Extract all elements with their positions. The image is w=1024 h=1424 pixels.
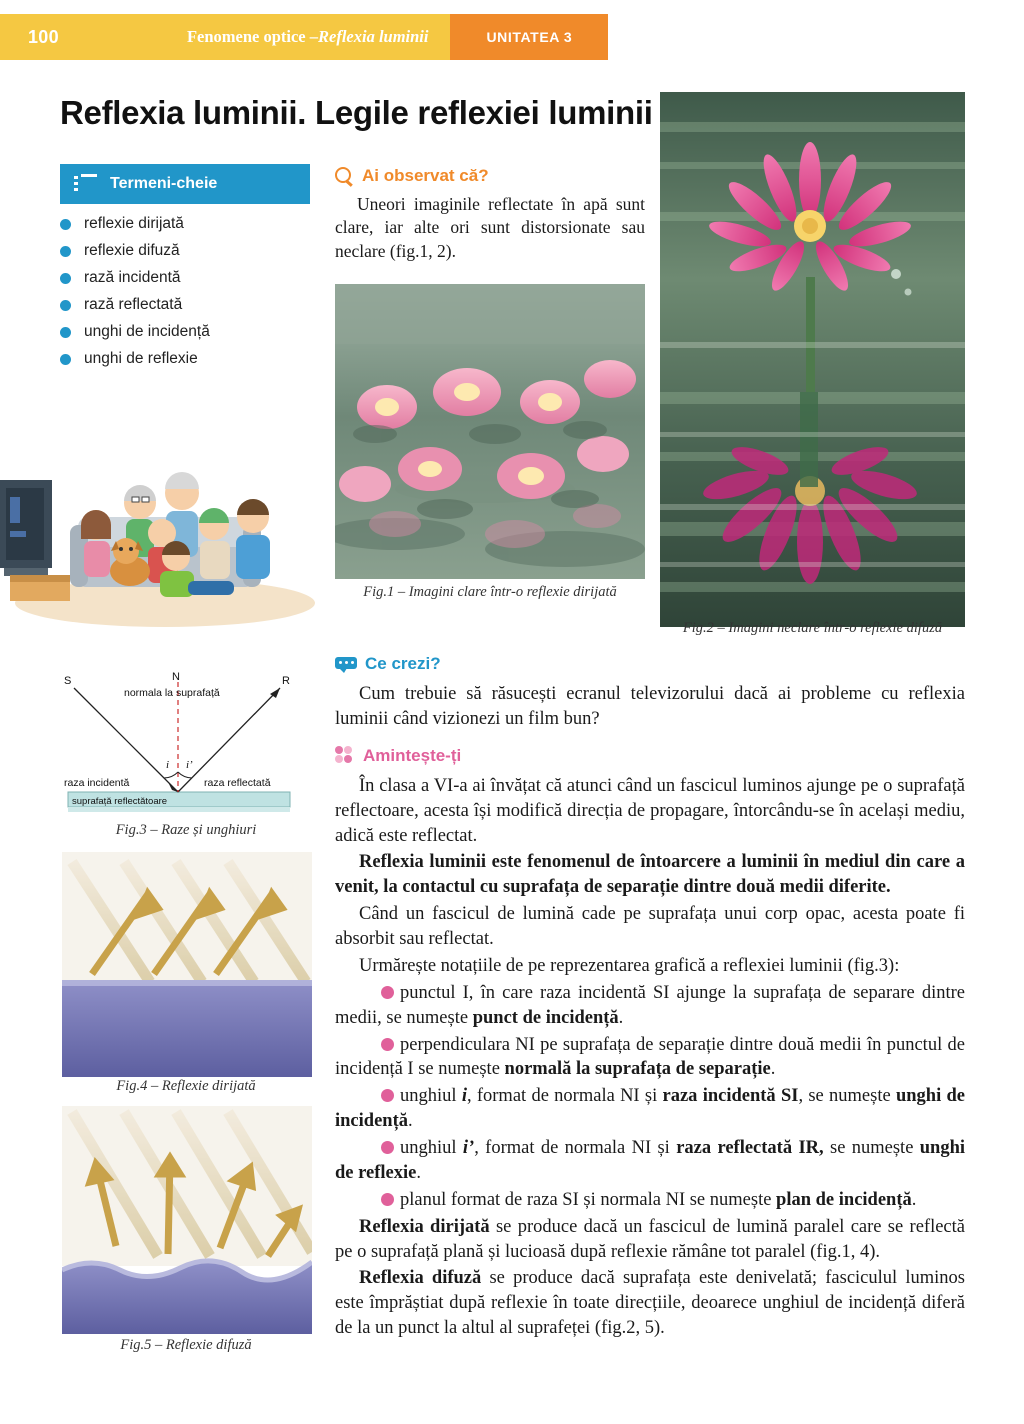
svg-text:R: R bbox=[282, 675, 290, 687]
chapter-title-italic: Reflexia luminii bbox=[318, 27, 429, 46]
reflexie-difuza-paragraph bbox=[335, 1266, 965, 1341]
svg-text:normala la suprafață: normala la suprafață bbox=[124, 687, 220, 699]
bullet-4-mid2: se numește bbox=[823, 1138, 920, 1158]
reflexie-dirijata-lead: Reflexia dirijată bbox=[359, 1216, 490, 1237]
bullet-1-post: . bbox=[618, 1007, 624, 1028]
observed-paragraph: Uneori imaginile reflectate în apă sunt clare, iar alte ori sunt distorsionate sau neclare (fig.1, 2). bbox=[335, 194, 645, 261]
main-text-column bbox=[335, 640, 965, 1341]
observed-heading: Ai observat că? bbox=[362, 166, 489, 185]
fig3-caption: Fig.3 – Raze și unghiuri bbox=[115, 822, 257, 838]
remember-definition bbox=[335, 850, 965, 900]
unit-label: UNITATEA 3 bbox=[450, 14, 608, 60]
reflexie-difuza-lead: Reflexia difuză bbox=[359, 1268, 482, 1289]
reflexie-dirijata-rest: se produce dacă un fascicul de lumină paralel care se reflectă pe o suprafață plană și lucioasă după reflexie rămâne tot paralel (fig.1, 4). bbox=[335, 1216, 965, 1262]
bullet-4-pre: unghiul bbox=[400, 1138, 463, 1158]
magnifier-icon bbox=[335, 167, 354, 186]
bullet-2-bold: normală la suprafața de separație bbox=[504, 1059, 771, 1080]
remember-paragraph-1: În clasa a VI-a ai învățat că atunci când un fascicul luminos ajunge pe o suprafață reflectoare, acesta își modifică direcția de propagare, întorcându-se în același mediu, adică este reflectat. bbox=[335, 775, 965, 846]
flower-icon bbox=[335, 746, 355, 766]
bullet-dot-icon bbox=[381, 1193, 394, 1206]
svg-text:i’: i’ bbox=[186, 759, 193, 771]
bullet-2-post: . bbox=[770, 1059, 776, 1080]
svg-text:N: N bbox=[172, 671, 180, 683]
remember-heading: Amintește-ți bbox=[363, 745, 462, 765]
bullet-dot-icon bbox=[381, 1089, 394, 1102]
fig4-caption: Fig.4 – Reflexie dirijată bbox=[116, 1078, 256, 1094]
list-item: rază incidentă bbox=[60, 268, 320, 289]
bullet-item-4 bbox=[335, 1136, 965, 1186]
page-number-block bbox=[0, 14, 77, 60]
svg-text:raza reflectată: raza reflectată bbox=[204, 777, 271, 789]
bullet-dot-icon bbox=[381, 1141, 394, 1154]
list-item: unghi de reflexie bbox=[60, 349, 320, 370]
remember-paragraph-4: Urmărește notațiile de pe reprezentarea grafică a reflexiei luminii (fig.3): bbox=[359, 955, 900, 976]
bullet-5-pre: planul format de raza SI și normala NI se numește bbox=[400, 1189, 777, 1210]
bullet-4-post: . bbox=[416, 1162, 421, 1183]
key-terms-header bbox=[60, 164, 310, 204]
bullet-4-symbol: i’ bbox=[462, 1138, 475, 1158]
bullet-5-post: . bbox=[911, 1189, 917, 1210]
fig1-image bbox=[335, 284, 645, 579]
svg-text:raza incidentă: raza incidentă bbox=[64, 777, 130, 789]
fig5-caption: Fig.5 – Reflexie difuză bbox=[120, 1337, 252, 1353]
chapter-title bbox=[77, 14, 451, 60]
fig5-image bbox=[62, 1106, 312, 1334]
svg-text:i: i bbox=[166, 759, 170, 771]
list-item: reflexie dirijată bbox=[60, 214, 320, 235]
reflexie-difuza-rest: se produce dacă suprafața este denivelată; fasciculul luminos este împrăștiat după reflexie în toate direcțiile, deoarece unghiul de incidență diferă de la un punct la altul al suprafeței (fig.2, 5). bbox=[335, 1268, 965, 1339]
observed-section bbox=[335, 166, 645, 263]
bullet-3-symbol: i bbox=[461, 1086, 467, 1107]
bullet-1-pre: punctul I, în care raza incidentă SI ajunge la suprafața de separare dintre medii, se numește bbox=[335, 982, 965, 1028]
list-item: reflexie difuză bbox=[60, 241, 320, 262]
fig2-image bbox=[660, 92, 965, 627]
bullet-4-bold: raza reflectată IR, bbox=[676, 1138, 824, 1158]
chapter-title-plain: Fenomene optice – bbox=[186, 27, 318, 46]
key-terms-heading: Termeni-cheie bbox=[110, 175, 218, 192]
page-title: Reflexia luminii. Legile reflexiei luminii bbox=[60, 94, 653, 131]
observed-heading-row bbox=[335, 166, 645, 186]
bullet-item-1 bbox=[335, 981, 965, 1031]
remember-paragraph-3: Când un fascicul de lumină cade pe suprafața unui corp opac, acesta poate fi absorbit sau reflectat. bbox=[335, 904, 965, 949]
think-heading: Ce crezi? bbox=[365, 654, 441, 673]
key-terms-list bbox=[60, 214, 320, 376]
bullet-dot-icon bbox=[381, 986, 394, 999]
page-number: 100 bbox=[28, 26, 59, 47]
bullet-3-post: . bbox=[407, 1111, 413, 1132]
bullet-dot-icon bbox=[381, 1038, 394, 1051]
list-item: rază reflectată bbox=[60, 295, 320, 316]
bullet-3-mid2: , se numește bbox=[798, 1086, 896, 1107]
bullet-2-pre: perpendiculara NI pe suprafața de separație dintre două medii în punctul de incidență I se numește bbox=[335, 1034, 965, 1080]
reflexie-dirijata-paragraph bbox=[335, 1215, 965, 1265]
bullet-4-bold2: unghi de reflexie bbox=[335, 1138, 966, 1183]
page-header bbox=[0, 14, 608, 60]
svg-text:suprafață reflectătoare: suprafață reflectătoare bbox=[72, 796, 168, 807]
bullet-item-2 bbox=[335, 1033, 965, 1083]
remember-definition-text: Reflexia luminii este fenomenul de întoarcere a luminii în mediul din care a venit, la contactul cu suprafața de separație dintre două medii diferite. bbox=[335, 852, 965, 898]
think-heading-row bbox=[335, 654, 965, 674]
bullet-1-bold: punct de incidență bbox=[472, 1007, 619, 1028]
bullet-item-3 bbox=[335, 1084, 965, 1134]
speech-bubble-icon bbox=[335, 657, 357, 672]
list-icon bbox=[74, 174, 98, 194]
fig3-diagram bbox=[58, 668, 313, 823]
svg-text:S: S bbox=[64, 675, 72, 687]
bullet-5-bold: plan de incidență bbox=[776, 1189, 912, 1210]
fig2-caption: Fig.2 – Imagini neclare într-o reflexie difuză bbox=[682, 620, 943, 636]
bullet-3-pre: unghiul bbox=[400, 1086, 462, 1107]
family-watching-tv-illustration bbox=[0, 385, 320, 630]
bullet-item-5 bbox=[335, 1188, 965, 1213]
think-paragraph: Cum trebuie să răsucești ecranul televizorului dacă ai probleme cu reflexia luminii când vizionezi un film bun? bbox=[335, 684, 965, 729]
bullet-3-bold2: unghi de incidență bbox=[335, 1086, 966, 1132]
bullet-4-mid: , format de normala NI și bbox=[474, 1138, 677, 1158]
bullet-3-bold: raza incidentă SI bbox=[662, 1086, 799, 1107]
fig1-caption: Fig.1 – Imagini clare într-o reflexie dirijată bbox=[363, 584, 617, 600]
fig4-image bbox=[62, 852, 312, 1077]
bullet-3-mid: , format de normala NI și bbox=[466, 1086, 663, 1107]
list-item: unghi de incidență bbox=[60, 322, 320, 343]
remember-heading-row bbox=[335, 746, 965, 766]
